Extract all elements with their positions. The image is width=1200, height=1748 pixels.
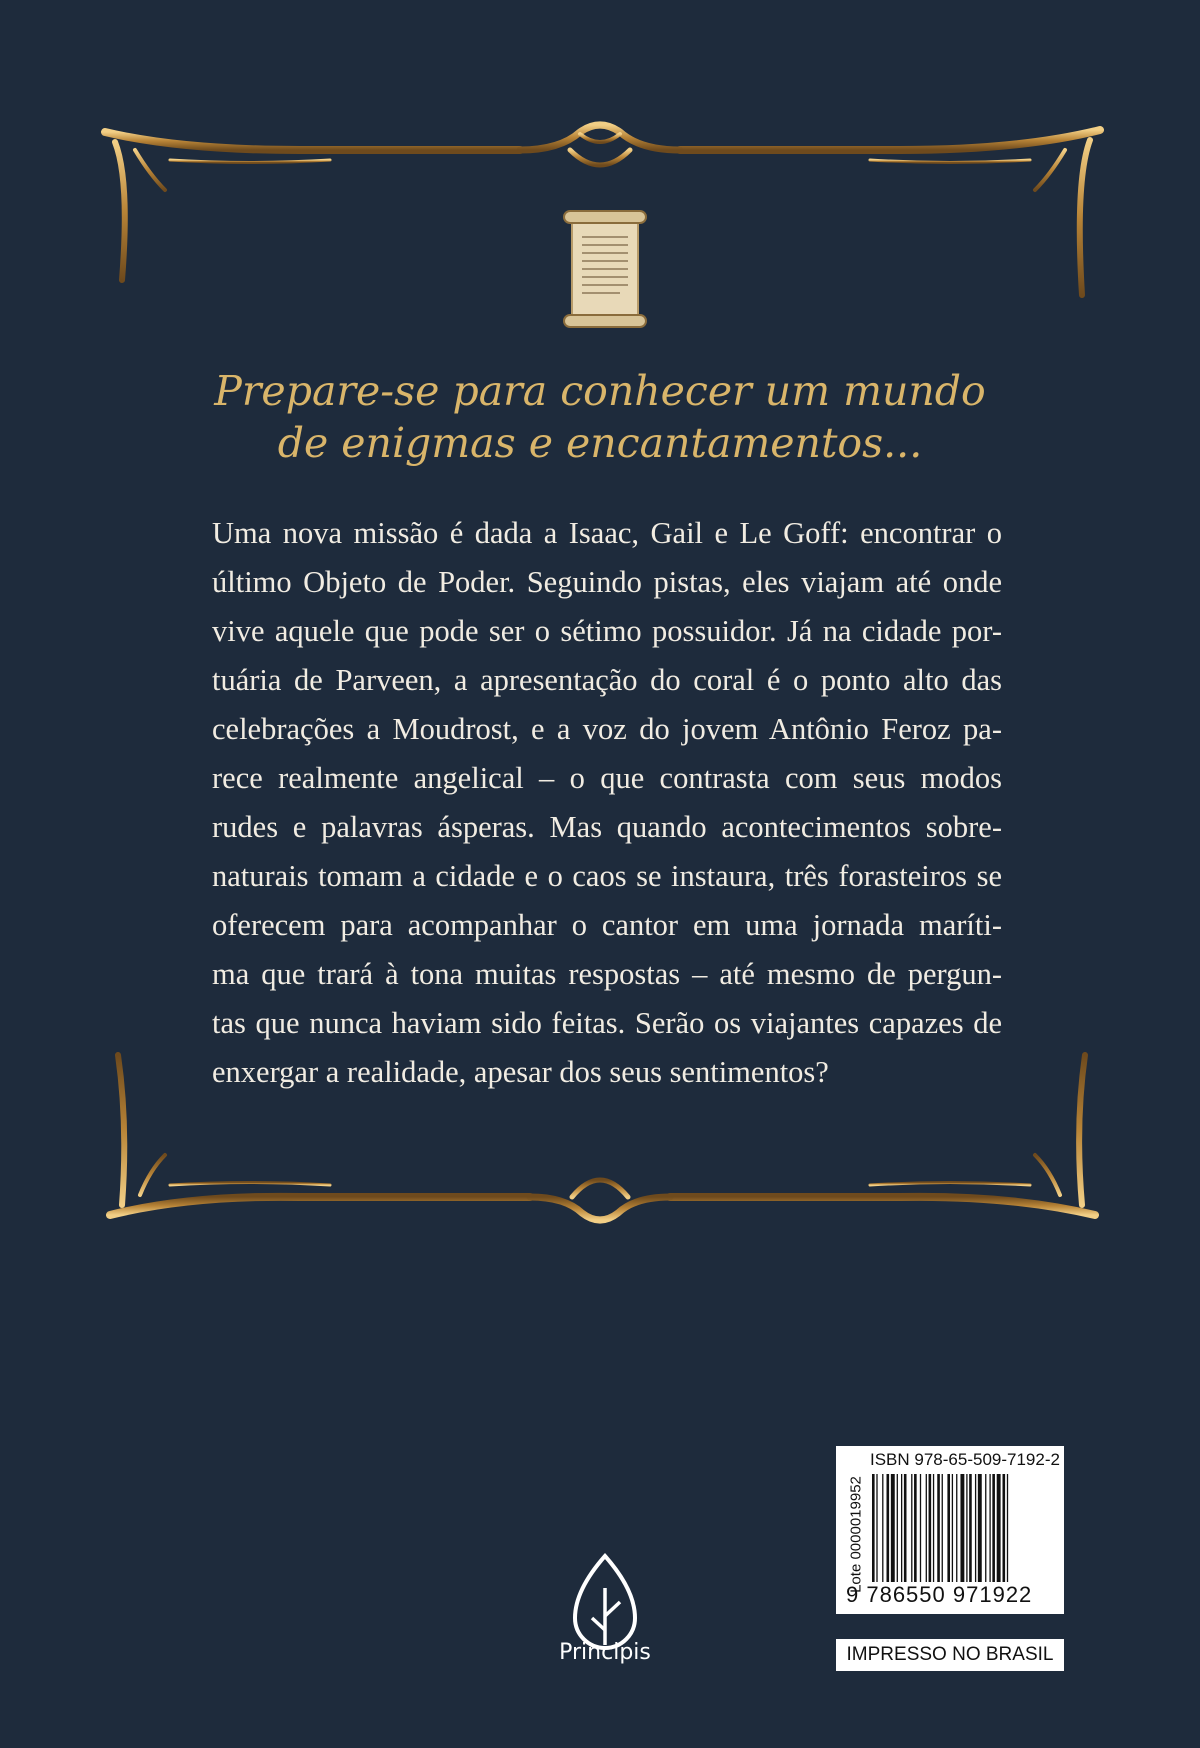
barcode-bar [947, 1474, 950, 1582]
barcode-bar [1003, 1474, 1006, 1582]
publisher-name: Principis [559, 1640, 651, 1665]
printed-in-brazil: IMPRESSO NO BRASIL [836, 1639, 1064, 1671]
tagline-line-1: Prepare-se para conhecer um mundo [214, 367, 986, 415]
barcode-bar [978, 1474, 982, 1582]
synopsis-line: Uma nova missão é dada a Isaac, Gail e Le Goff: encontrar o [212, 516, 1002, 550]
barcode-bar [882, 1474, 883, 1582]
synopsis-line: ma que trará à tona muitas respostas – até mesmo de pergun- [212, 957, 1002, 991]
barcode-bar [960, 1474, 964, 1582]
synopsis-line: rece realmente angelical – o que contrasta com seus modos [212, 761, 1002, 795]
barcode-digits: 9 786550 971922 [846, 1582, 1033, 1607]
barcode-bar [914, 1474, 917, 1582]
barcode-bar [942, 1474, 943, 1582]
barcode-bar [926, 1474, 927, 1582]
synopsis-line: último Objeto de Poder. Seguindo pistas, eles viajam até onde [212, 565, 1002, 599]
synopsis-paragraph [212, 509, 1002, 1097]
ornate-frame-bottom [0, 1045, 1200, 1235]
barcode-bar [911, 1474, 912, 1582]
synopsis-line: oferecem para acompanhar o cantor em uma jornada maríti- [212, 908, 1002, 942]
synopsis-line: enxergar a realidade, apesar dos seus sentimentos? [212, 1055, 829, 1089]
parchment-scroll-icon [550, 205, 660, 340]
synopsis-line: tas que nunca haviam sido feitas. Serão os viajantes capazes de [212, 1006, 1002, 1040]
barcode-bar [952, 1474, 953, 1582]
barcode-bar [969, 1474, 972, 1582]
barcode-bar [891, 1474, 895, 1582]
barcode-bar [1007, 1474, 1008, 1582]
barcode-bar [872, 1474, 875, 1582]
barcode-bar [985, 1474, 986, 1582]
barcode-bar [989, 1474, 990, 1582]
barcode-bar [933, 1474, 934, 1582]
synopsis-line: tuária de Parveen, a apresentação do coral é o ponto alto das [212, 663, 1002, 697]
barcode-bar [920, 1474, 921, 1582]
barcode-bar [966, 1474, 967, 1582]
barcode-bar [904, 1474, 907, 1582]
tagline-line-2: de enigmas e encantamentos... [277, 419, 923, 467]
barcode-bar [937, 1474, 940, 1582]
barcode-bar [901, 1474, 902, 1582]
barcode-bar [997, 1474, 1001, 1582]
barcode-bar [992, 1474, 995, 1582]
barcode-bar [929, 1474, 932, 1582]
isbn-label: ISBN 978-65-509-7192-2 [870, 1450, 1060, 1469]
barcode-bar [956, 1474, 957, 1582]
synopsis-line: vive aquele que pode ser o sétimo possuidor. Já na cidade por- [212, 614, 1002, 648]
lote-label: Lote 0000019952 [847, 1476, 865, 1593]
barcode-bar [975, 1474, 976, 1582]
tagline [150, 365, 1050, 469]
barcode-bars [870, 1474, 1054, 1582]
barcode-bar [876, 1474, 877, 1582]
synopsis-line: celebrações a Moudrost, e a voz do jovem Antônio Feroz pa- [212, 712, 1002, 746]
barcode-bar [897, 1474, 898, 1582]
barcode-bar [887, 1474, 890, 1582]
synopsis-line: rudes e palavras ásperas. Mas quando acontecimentos sobre- [212, 810, 1002, 844]
synopsis-line: naturais tomam a cidade e o caos se instaura, três forasteiros se [212, 859, 1002, 893]
isbn-barcode [836, 1446, 1064, 1614]
